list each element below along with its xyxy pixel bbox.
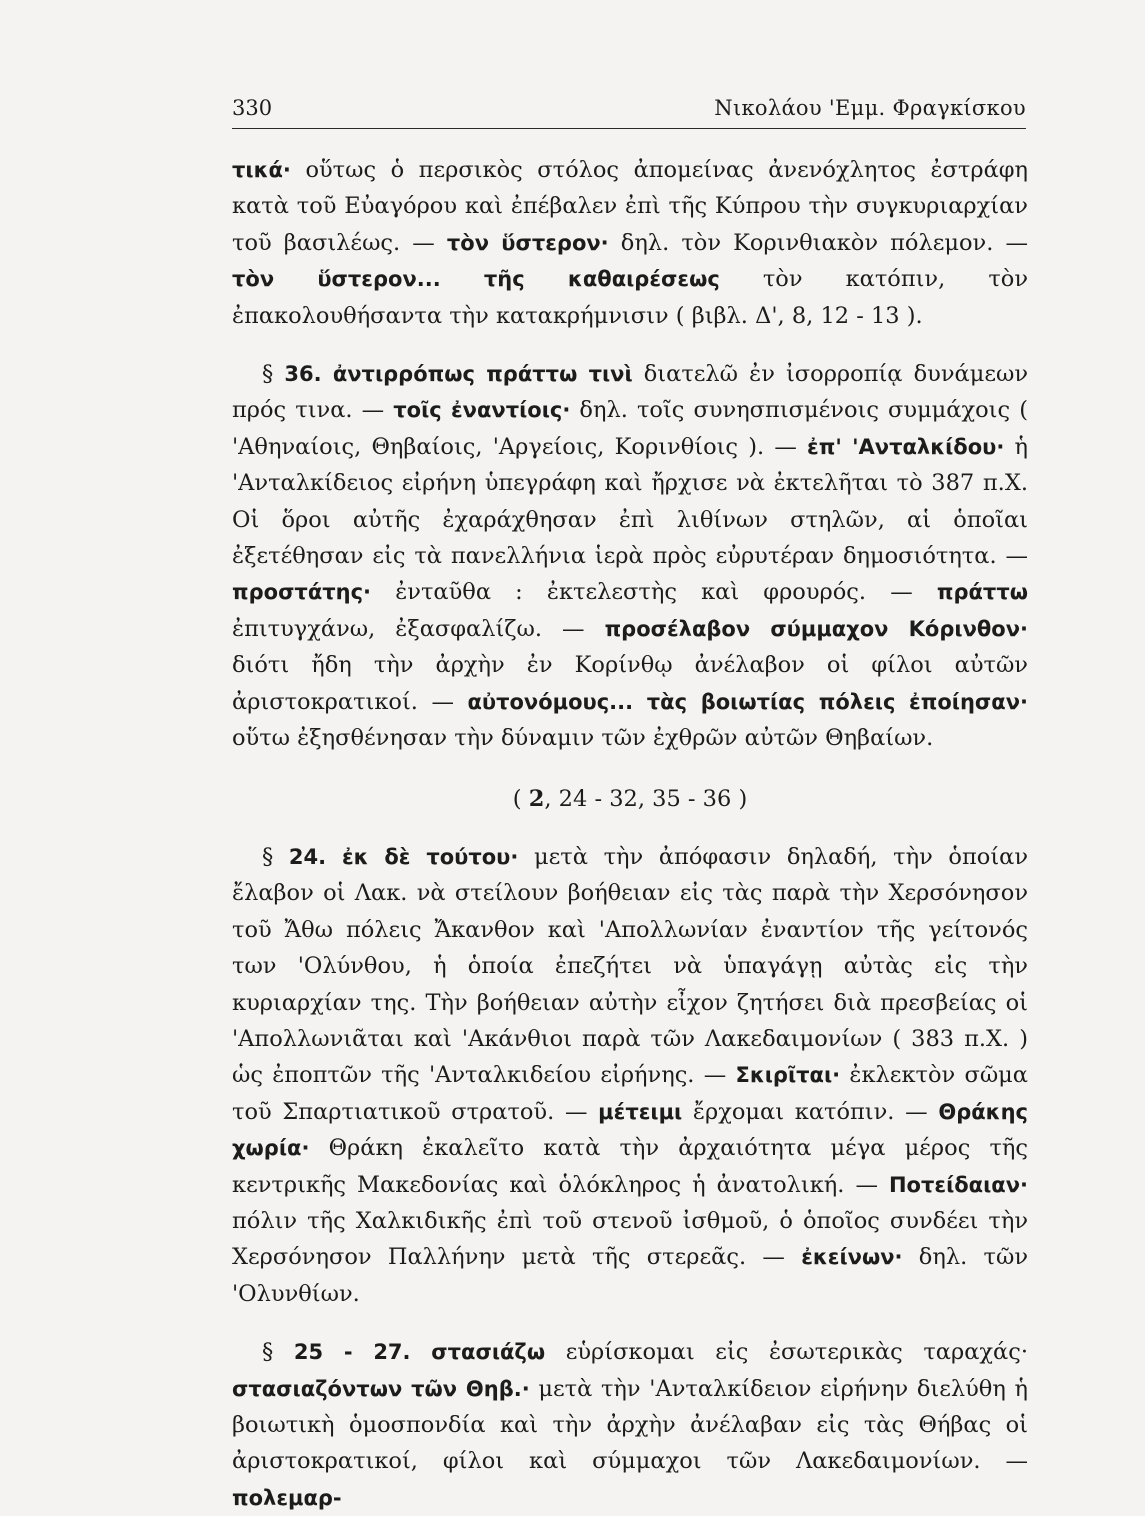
section-sign: § <box>262 1339 294 1366</box>
commentary-text: οὕτως ὁ περσικὸς στόλος ἀπομείνας ἀνενόχλητος ἐστράφη κατὰ τοῦ Εὐαγόρου καὶ ἐπέβαλεν ἐπὶ τῆς Κύπρου τὴν συγκυριαρχίαν τοῦ βασιλέως. — <box>232 157 1028 256</box>
page-body <box>232 152 1028 1516</box>
section-sign: § <box>262 843 289 870</box>
commentary-text: ἐπιτυγχάνω, ἐξασφαλίζω. — <box>232 615 605 642</box>
lemma: προσέλαβον σύμμαχον Κόρινθον· <box>604 616 1029 641</box>
commentary-text: οὕτω ἐξησθένησαν τὴν δύναμιν τῶν ἐχθρῶν αὐτῶν Θηβαίων. <box>232 725 934 752</box>
commentary-text: μετὰ τὴν 'Ανταλκίδειον εἰρήνην διελύθη ἡ βοιωτικὴ ὁμοσπονδία καὶ τὴν ἀρχὴν ἀνέλαβαν εἰς τὰς Θήβας οἱ ἀριστοκρατικοί, φίλοι καὶ σύμμαχοι τῶν Λακεδαιμονίων. — <box>232 1375 1028 1475</box>
commentary-text: μετὰ τὴν ἀπόφασιν δηλαδή, τὴν ὁποίαν ἔλαβον οἱ Λακ. νὰ στείλουν βοήθειαν εἰς τὰς παρὰ τὴν Χερσόνησον τοῦ Ἄθω πόλεις Ἄκανθον καὶ 'Απολλωνίαν ἐναντίον τῆς γείτονός των 'Ολύνθου, ἡ ὁποία ἐπεζήτει νὰ ὑπαγάγῃ αὐτὰς εἰς τὴν κυριαρχίαν της. Τὴν βοήθειαν αὐτὴν εἶχον ζητήσει διὰ πρεσβείας οἱ 'Απολλωνιᾶται καὶ 'Ακάνθιοι παρὰ τῶν Λακεδαιμονίων ( 383 π.Χ. ) ὡς ἐποπτῶν τῆς 'Ανταλκιδείου εἰρήνης. — <box>232 843 1029 1089</box>
lemma: πράττω <box>936 580 1028 605</box>
commentary-text: διότι ἤδη τὴν ἀρχὴν ἐν Κορίνθῳ ἀνέλαβον οἱ φίλοι αὐτῶν ἀριστοκρατικοί. — <box>232 652 1028 715</box>
paragraph-3 <box>232 839 1028 1312</box>
reference-open: ( <box>512 785 529 812</box>
lemma: ἐκείνων· <box>801 1245 903 1270</box>
section-sign: § <box>262 361 285 388</box>
section-heading: 36. ἀντιρρόπως πράττω τινὶ <box>284 362 633 387</box>
paragraph-1 <box>232 152 1028 334</box>
commentary-text: ἐκλεκτὸν σῶμα τοῦ Σπαρτιατικοῦ στρατοῦ. — <box>232 1062 1028 1125</box>
lemma: τικά· <box>232 158 291 182</box>
lemma: Θράκης χωρία· <box>232 1099 1028 1161</box>
lemma: Σκιρῖται· <box>735 1063 841 1088</box>
commentary-text: ἡ 'Ανταλκίδειος εἰρήνη ὑπεγράφη καὶ ἤρχισε νὰ ἐκτελῆται τὸ 387 π.Χ. Οἱ ὅροι αὐτῆς ἐχαράχθησαν ἐπὶ λιθίνων στηλῶν, αἱ ὁποῖαι ἐξετέθησαν εἰς τὰ πανελλήνια ἱερὰ πρὸς εὐρυτέραν δημοσιότητα. — <box>232 433 1028 570</box>
page-header <box>232 92 1026 129</box>
commentary-text: εὑρίσκομαι εἰς ἐσωτερικὰς ταραχάς· <box>545 1339 1028 1366</box>
chapter-reference <box>232 781 1028 817</box>
commentary-text: δηλ. τῶν 'Ολυνθίων. <box>232 1244 1029 1307</box>
lemma: ἐπ' 'Ανταλκίδου· <box>807 434 1005 459</box>
lemma: μέτειμι <box>598 1099 683 1124</box>
commentary-text: δηλ. τοῖς συνησπισμένοις συμμάχοις ( 'Αθηναίοις, Θηβαίοις, 'Αργείοις, Κορινθίοις ). — <box>232 397 1028 460</box>
lemma: Ποτείδαιαν· <box>888 1172 1028 1197</box>
lemma: αὐτονόμους... τὰς βοιωτίας πόλεις ἐποίησαν· <box>467 689 1028 714</box>
running-title: Νικολάου 'Εμμ. Φραγκίσκου <box>714 96 1026 120</box>
reference-book: 2 <box>528 785 545 812</box>
commentary-text: ἐνταῦθα : ἐκτελεστὴς καὶ φρουρός. — <box>371 579 937 606</box>
commentary-text: Θράκη ἐκαλεῖτο κατὰ τὴν ἀρχαιότητα μέγα μέρος τῆς κεντρικῆς Μακεδονίας καὶ ὁλόκληρος ἡ ἀνατολική. — <box>232 1135 1028 1198</box>
lemma: προστάτης· <box>232 580 372 605</box>
lemma: στασιαζόντων τῶν Θηβ.· <box>232 1376 530 1401</box>
page-number: 330 <box>232 96 273 120</box>
commentary-text: δηλ. τὸν Κορινθιακὸν πόλεμον. — <box>608 229 1028 256</box>
lemma: τοῖς ἐναντίοις· <box>393 398 571 423</box>
paragraph-4 <box>232 1334 1028 1516</box>
lemma: τὸν ὕστερον· <box>446 230 609 255</box>
paragraph-2 <box>232 356 1028 756</box>
section-heading: 25 - 27. στασιάζω <box>293 1340 546 1365</box>
lemma: τὸν ὕστερον... τῆς καθαιρέσεως <box>232 267 720 292</box>
lemma: πολεμαρ- <box>232 1485 342 1510</box>
commentary-text: ἔρχομαι κατόπιν. — <box>682 1098 939 1125</box>
commentary-text: τὸν κατόπιν, τὸν ἐπακολουθήσαντα τὴν κατακρήμνισιν ( βιβλ. Δ', 8, 12 - 13 ). <box>232 266 1028 329</box>
section-heading: 24. ἐκ δὲ τούτου· <box>288 844 519 869</box>
commentary-text: διατελῶ ἐν ἰσορροπίᾳ δυνάμεων πρός τινα. — <box>232 361 1029 424</box>
reference-range: , 24 - 32, 35 - 36 ) <box>544 785 748 812</box>
commentary-text: πόλιν τῆς Χαλκιδικῆς ἐπὶ τοῦ στενοῦ ἰσθμοῦ, ὁ ὁποῖος συνδέει τὴν Χερσόνησον Παλλήνην μετὰ τῆς στερεᾶς. — <box>232 1207 1028 1271</box>
